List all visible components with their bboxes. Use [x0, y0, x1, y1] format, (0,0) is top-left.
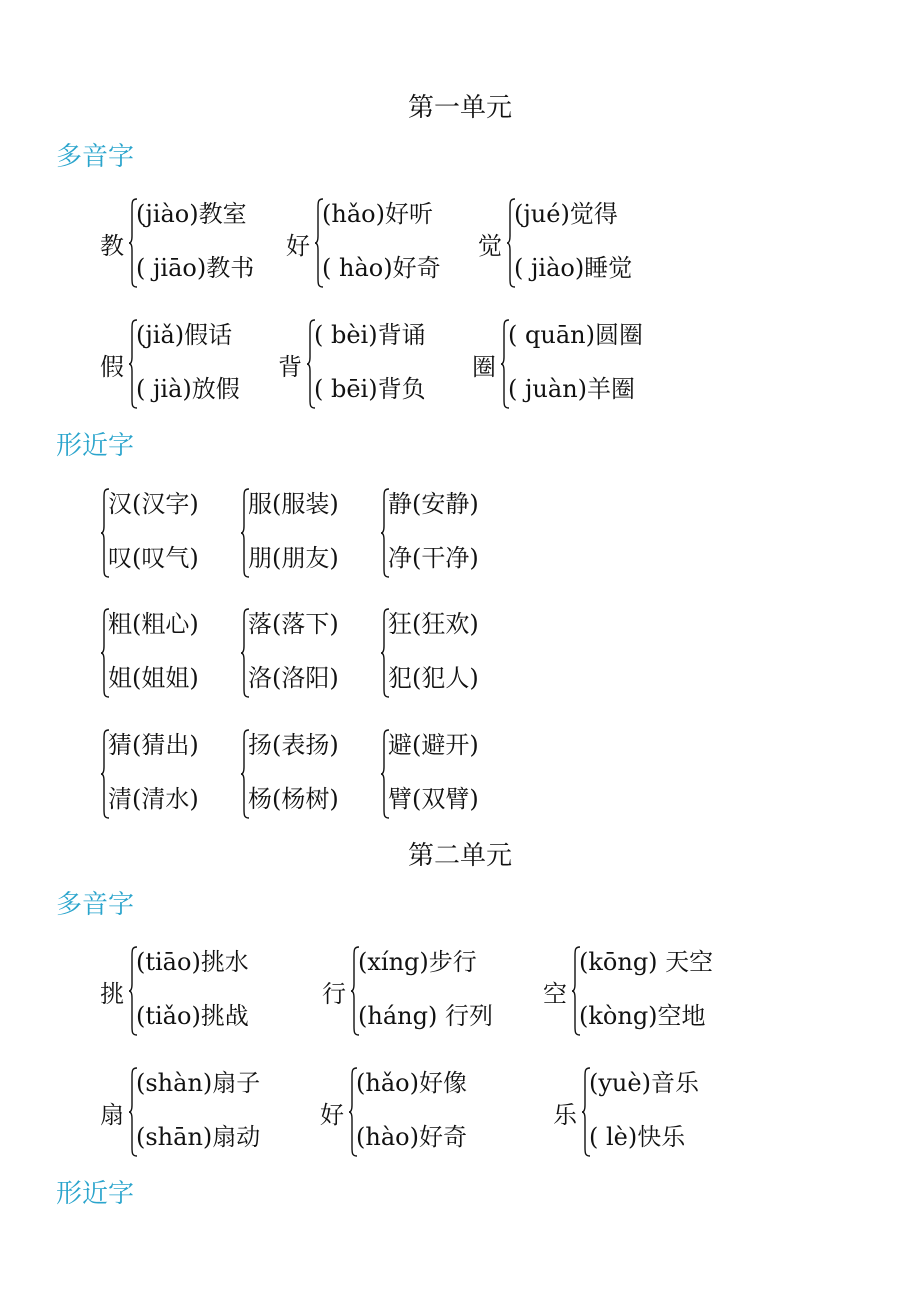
- reading-line: (tiǎo)挑战: [136, 1002, 249, 1030]
- similar-line: 扬(表扬): [248, 731, 339, 759]
- similar-line: 落(落下): [248, 610, 339, 638]
- reading-line: (kòng)空地: [579, 1002, 706, 1030]
- similar-line: 犯(犯人): [388, 664, 479, 692]
- reading-line: ( lè)快乐: [589, 1123, 686, 1151]
- polyphone-character: 觉: [478, 232, 502, 260]
- reading-line: (yuè)音乐: [589, 1069, 699, 1097]
- polyphone-character: 扇: [100, 1101, 124, 1129]
- reading-line: (hào)好奇: [356, 1123, 467, 1151]
- reading-line: ( bèi)背诵: [314, 321, 426, 349]
- similar-line: 猜(猜出): [108, 731, 199, 759]
- reading-line: ( quān)圆圈: [508, 321, 643, 349]
- polyphone-character: 挑: [100, 980, 124, 1008]
- similar-line: 姐(姐姐): [108, 664, 199, 692]
- unit-2-similar-heading: 形近字: [56, 1179, 135, 1209]
- reading-line: (shān)扇动: [136, 1123, 261, 1151]
- reading-line: (hǎo)好像: [356, 1069, 467, 1097]
- reading-line: (hǎo)好听: [322, 200, 433, 228]
- similar-line: 静(安静): [388, 490, 479, 518]
- reading-line: ( jiào)睡觉: [514, 254, 633, 282]
- reading-line: (xíng)步行: [358, 948, 477, 976]
- polyphone-character: 假: [100, 353, 124, 381]
- similar-line: 洛(洛阳): [248, 664, 339, 692]
- similar-line: 汉(汉字): [108, 490, 199, 518]
- similar-line: 杨(杨树): [248, 785, 339, 813]
- polyphone-character: 教: [100, 232, 124, 260]
- unit-1-similar-heading: 形近字: [56, 431, 135, 461]
- similar-line: 叹(叹气): [108, 544, 199, 572]
- unit-2-title: 第二单元: [407, 841, 512, 871]
- polyphone-character: 圈: [472, 353, 496, 381]
- reading-line: (jué)觉得: [514, 200, 618, 228]
- reading-line: (jiǎ)假话: [136, 321, 233, 349]
- polyphone-character: 空: [543, 980, 567, 1008]
- unit-2-polyphone-heading: 多音字: [56, 890, 135, 920]
- polyphone-character: 好: [286, 232, 310, 260]
- reading-line: (jiào)教室: [136, 200, 247, 228]
- polyphone-character: 行: [322, 980, 346, 1008]
- unit-1-polyphone-heading: 多音字: [56, 142, 135, 172]
- similar-line: 朋(朋友): [248, 544, 339, 572]
- unit-1-title: 第一单元: [407, 93, 512, 123]
- reading-line: ( jià)放假: [136, 375, 240, 403]
- similar-line: 狂(狂欢): [388, 610, 479, 638]
- reading-line: (kōng) 天空: [579, 948, 714, 976]
- similar-line: 避(避开): [388, 731, 479, 759]
- polyphone-character: 背: [278, 353, 302, 381]
- reading-line: ( jiāo)教书: [136, 254, 255, 282]
- reading-line: (tiāo)挑水: [136, 948, 249, 976]
- similar-line: 粗(粗心): [108, 610, 199, 638]
- reading-line: ( juàn)羊圈: [508, 375, 636, 403]
- similar-line: 服(服装): [248, 490, 339, 518]
- reading-line: (shàn)扇子: [136, 1069, 261, 1097]
- reading-line: (háng) 行列: [358, 1002, 493, 1030]
- reading-line: ( hào)好奇: [322, 254, 441, 282]
- similar-line: 净(干净): [388, 544, 479, 572]
- polyphone-character: 好: [320, 1101, 344, 1129]
- similar-line: 清(清水): [108, 785, 199, 813]
- reading-line: ( bēi)背负: [314, 375, 426, 403]
- similar-line: 臂(双臂): [388, 785, 479, 813]
- polyphone-character: 乐: [553, 1101, 577, 1129]
